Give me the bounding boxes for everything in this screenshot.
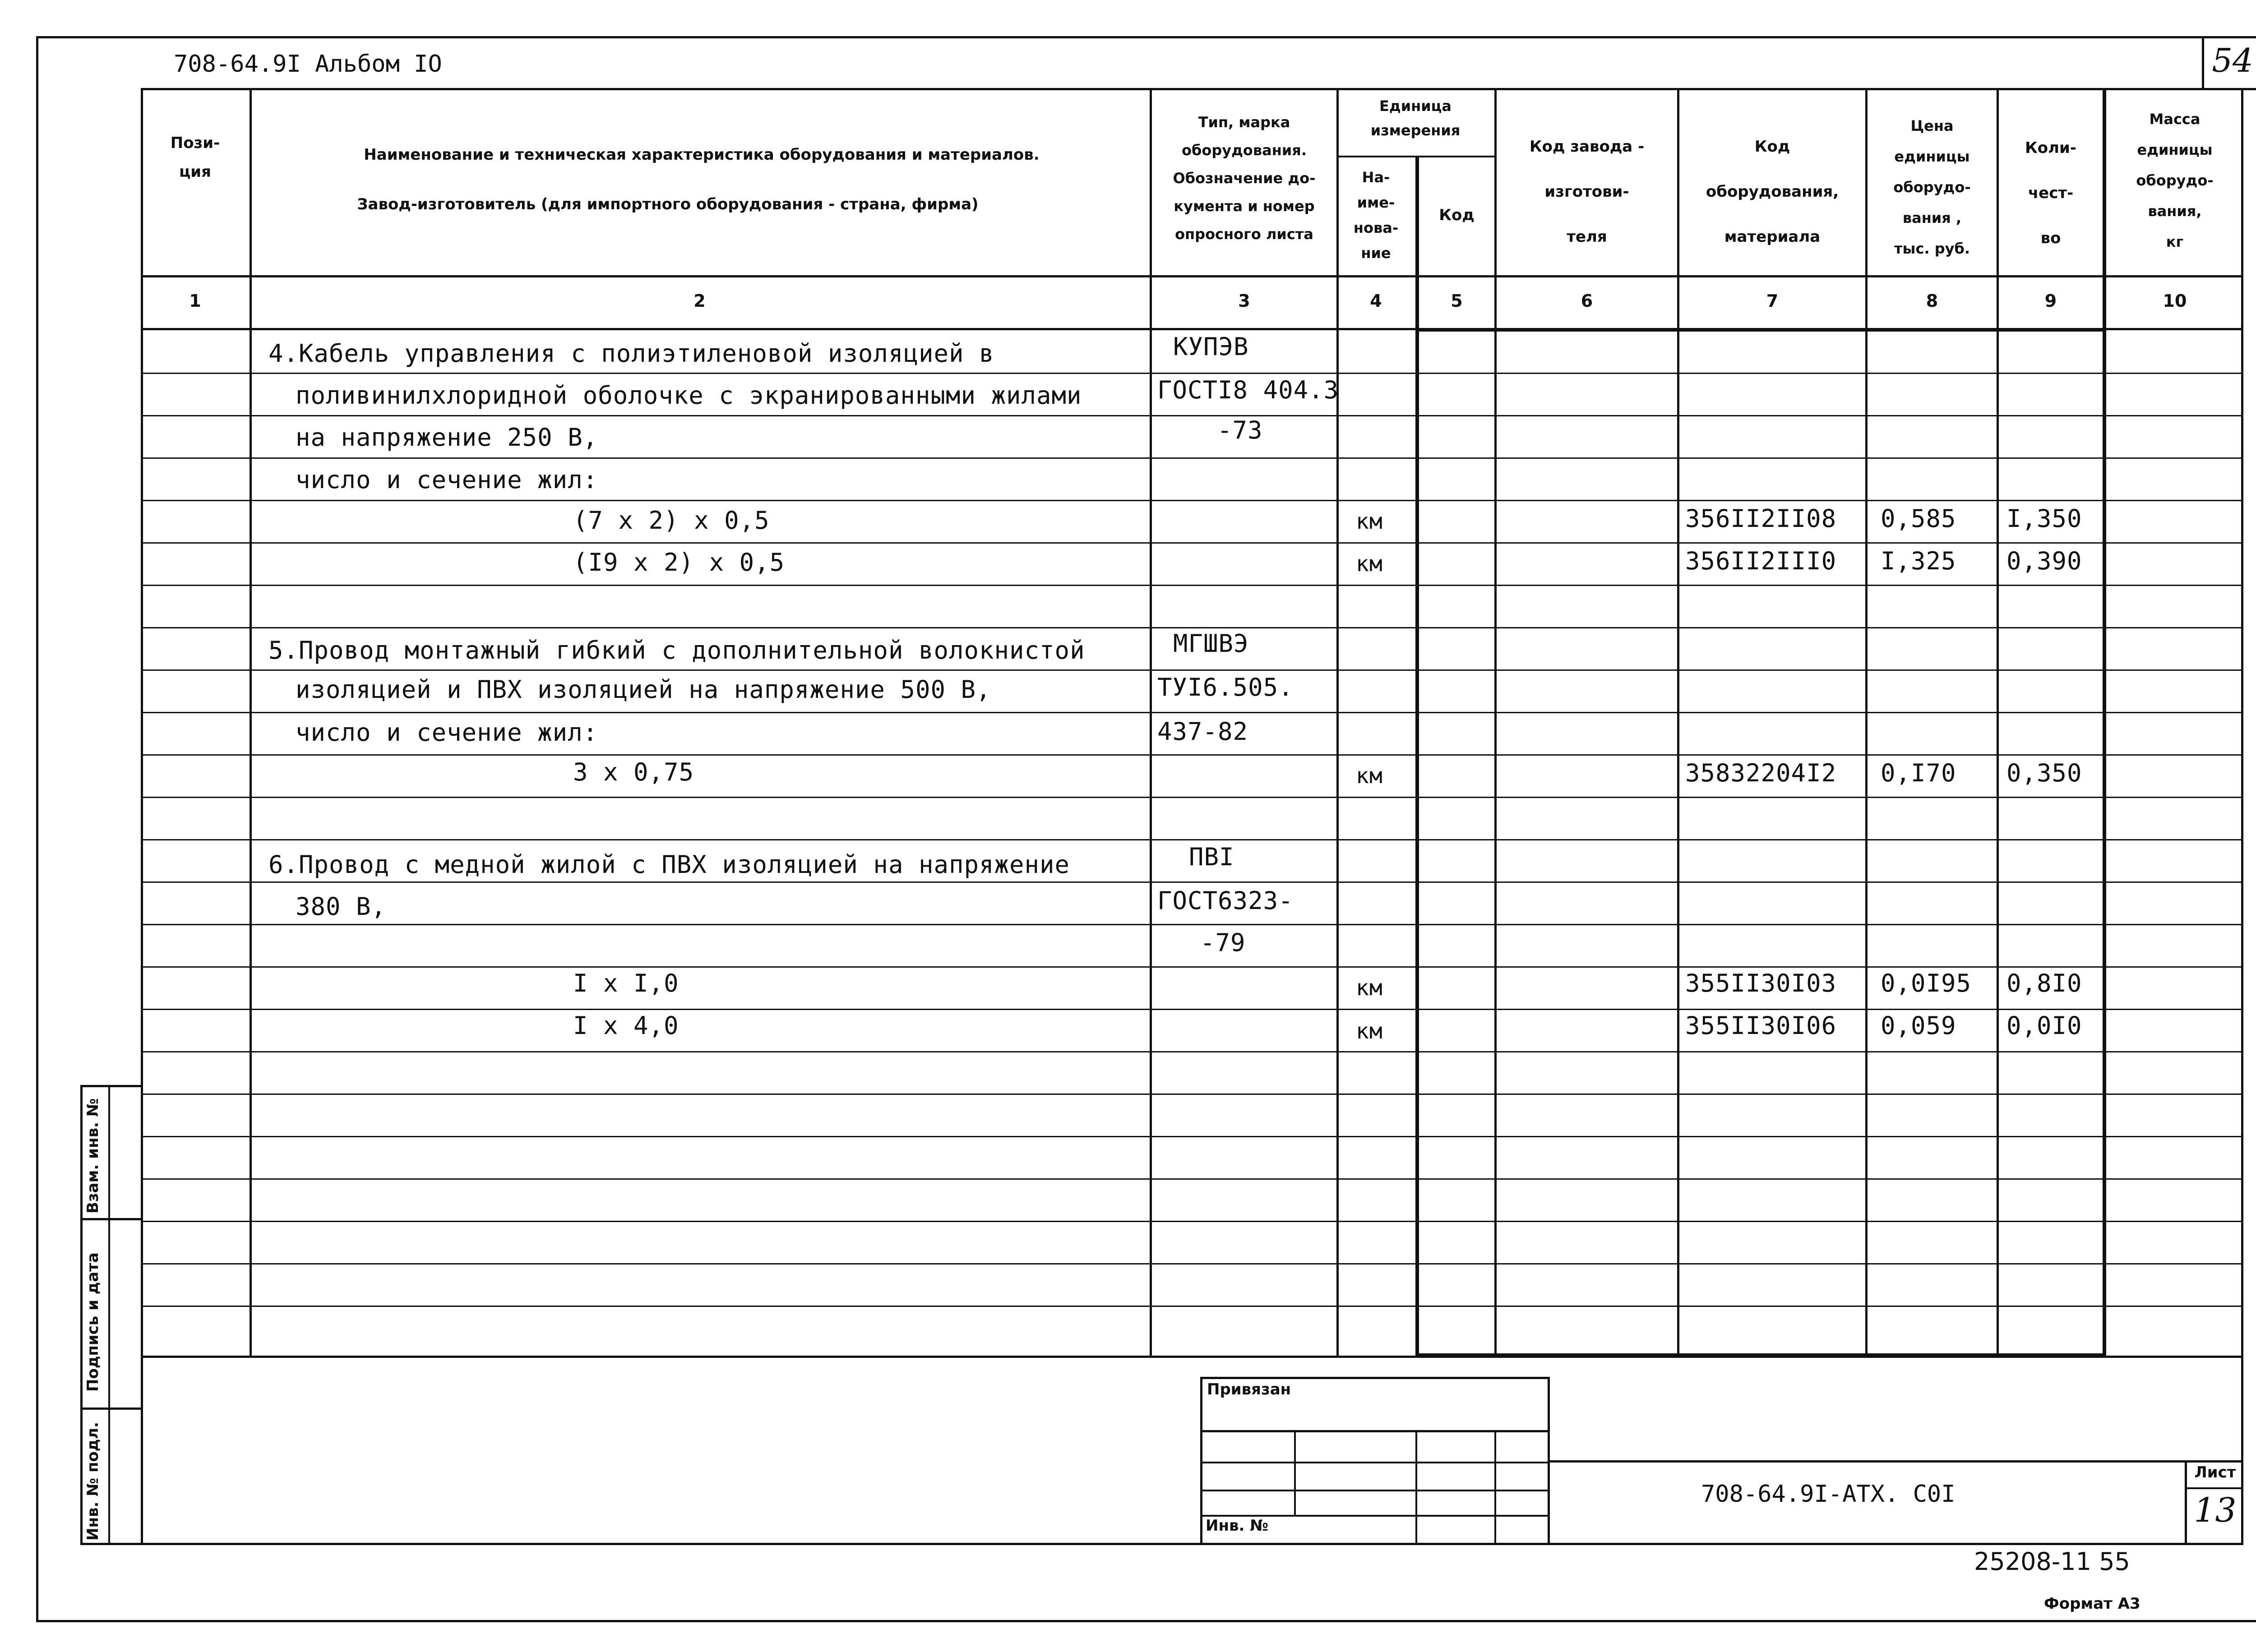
row-separator: [141, 797, 2243, 798]
header-album-title: 708-64.9I Альбом IO: [174, 51, 442, 78]
privyazan-vline-2: [1415, 1431, 1417, 1545]
row-type: 437-82: [1157, 717, 1248, 746]
row-separator: [141, 373, 2243, 374]
row-separator: [141, 1221, 2243, 1222]
page-number: 54: [2212, 42, 2253, 79]
row-name: I x I,0: [573, 969, 679, 997]
colnum-3: 3: [1238, 291, 1250, 311]
row-separator: [141, 924, 2243, 925]
row-name: 3 x 0,75: [573, 758, 694, 786]
col-line-9: [2103, 88, 2106, 1358]
row-price: 0,I70: [1881, 759, 1956, 787]
header-unit-name: На- име- нова- ние: [1353, 169, 1399, 262]
row-type: МГШВЭ: [1173, 629, 1249, 658]
row-price: I,325: [1881, 547, 1956, 575]
row-separator: [141, 1009, 2243, 1010]
row-code: 355II30I06: [1685, 1011, 1837, 1040]
header-factory-code: Код завода - изготови- теля: [1529, 138, 1645, 246]
colnum-4: 4: [1370, 291, 1382, 311]
bold-box-top: [1415, 328, 2106, 332]
bold-box-bottom: [1415, 1353, 2106, 1358]
row-code: 35832204I2: [1685, 759, 1837, 787]
side-label-podpis: Подпись и дата: [84, 1252, 102, 1392]
col-line-7: [1865, 88, 1868, 1358]
col-line-6: [1677, 88, 1679, 1358]
privyazan-vline-1: [1294, 1431, 1296, 1515]
row-name: I x 4,0: [573, 1011, 679, 1040]
header-unit-code: Код: [1439, 206, 1475, 224]
col-line-3: [1336, 88, 1339, 1358]
row-qty: 0,390: [2006, 547, 2082, 575]
colnum-6: 6: [1581, 291, 1593, 311]
privyazan-line-1: [1200, 1430, 1550, 1432]
row-type: ГОСТ6323-: [1157, 886, 1294, 915]
colnum-2: 2: [693, 291, 706, 311]
colnum-5: 5: [1451, 291, 1463, 311]
col-line-2: [1150, 88, 1152, 1358]
row-code: 356II2II08: [1685, 504, 1837, 533]
row-name: число и сечение жил:: [296, 466, 598, 494]
header-unit-price: Цена единицы оборудо- вания , тыс. руб.: [1893, 117, 1971, 257]
row-type: ПВI: [1189, 843, 1234, 871]
header-type: Тип, марка оборудования. Обозначение до- кумента и номер опросного листа: [1173, 114, 1316, 243]
doc-code: 708-64.9I-АТХ. С0I: [1701, 1481, 1956, 1508]
row-name: 4.Кабель управления с полиэтиленовой изоляцией в: [268, 339, 994, 368]
colnum-8: 8: [1926, 291, 1938, 311]
row-type: -79: [1200, 928, 1246, 957]
side-label-inv: Инв. № подл.: [84, 1421, 102, 1541]
row-separator: [141, 881, 2243, 883]
header-unit-group: Единица измерения: [1370, 97, 1461, 139]
row-type: КУПЭВ: [1173, 332, 1249, 361]
row-name: изоляцией и ПВХ изоляцией на напряжение 500 В,: [296, 675, 991, 704]
col-line-5: [1494, 88, 1497, 1358]
colnum-1: 1: [189, 291, 201, 311]
row-separator: [141, 669, 2243, 671]
colnum-9: 9: [2044, 291, 2057, 311]
bottom-stamp: 25208-11 55: [1974, 1547, 2130, 1576]
row-separator: [141, 627, 2243, 628]
row-type: ГОСТI8 404.3: [1157, 376, 1339, 404]
row-unit: км: [1356, 975, 1383, 1001]
row-separator: [141, 1051, 2243, 1052]
row-name: число и сечение жил:: [296, 718, 598, 747]
doc-code-top-line: [1550, 1460, 2243, 1463]
row-separator: [141, 1306, 2243, 1307]
row-separator: [141, 457, 2243, 459]
col-line-1: [250, 88, 252, 1358]
row-qty: I,350: [2006, 504, 2082, 533]
row-name: поливинилхлоридной оболочке с экранированными жилами: [296, 381, 1082, 410]
list-label: Лист: [2194, 1463, 2236, 1481]
row-qty: 0,8I0: [2006, 969, 2082, 997]
privyazan-vline-3: [1494, 1431, 1496, 1545]
privyazan-line-3: [1200, 1490, 1550, 1491]
row-separator: [141, 542, 2243, 544]
row-separator: [141, 754, 2243, 756]
row-separator: [141, 1136, 2243, 1137]
row-separator: [141, 1178, 2243, 1180]
row-separator: [141, 712, 2243, 713]
row-name: 5.Провод монтажный гибкий с дополнительной волокнистой: [268, 636, 1085, 664]
row-price: 0,0I95: [1881, 969, 1972, 997]
row-unit: км: [1356, 551, 1383, 577]
colnum-7: 7: [1766, 291, 1779, 311]
row-name: (7 x 2) x 0,5: [573, 506, 770, 535]
col-line-4: [1415, 156, 1419, 1358]
privyazan-label: Привязан: [1207, 1380, 1291, 1398]
row-name: (I9 x 2) x 0,5: [573, 548, 785, 577]
row-price: 0,585: [1881, 504, 1956, 533]
privyazan-line-2: [1200, 1462, 1550, 1463]
row-unit: км: [1356, 1019, 1383, 1044]
format-label: Формат А3: [2044, 1595, 2140, 1613]
row-separator: [141, 839, 2243, 840]
header-quantity: Коли- чест- во: [2025, 139, 2076, 247]
row-price: 0,059: [1881, 1011, 1956, 1040]
row-unit: км: [1356, 509, 1383, 534]
header-bottom-line: [141, 275, 2243, 277]
row-separator: [141, 966, 2243, 968]
side-strip-sep-2: [80, 1407, 143, 1410]
row-qty: 0,0I0: [2006, 1011, 2082, 1040]
row-unit: км: [1356, 763, 1383, 789]
row-separator: [141, 500, 2243, 501]
side-label-vzam: Взам. инв. №: [84, 1098, 102, 1214]
row-name: 380 В,: [296, 892, 387, 921]
inv-no-label: Инв. №: [1206, 1517, 1269, 1535]
side-strip-sep-1: [80, 1218, 143, 1220]
col-line-8: [1997, 88, 1999, 1358]
colnum-10: 10: [2163, 291, 2187, 311]
list-number: 13: [2194, 1491, 2237, 1530]
header-unit-mass: Масса единицы оборудо- вания, кг: [2136, 111, 2214, 250]
row-code: 355II30I03: [1685, 969, 1837, 997]
row-name: 6.Провод с медной жилой с ПВХ изоляцией на напряжение: [268, 850, 1070, 879]
row-separator: [141, 585, 2243, 586]
header-equipment-code: Код оборудования, материала: [1706, 138, 1839, 246]
header-name: Наименование и техническая характеристика оборудования и материалов. Завод-изготовитель (для импортного оборудования - страна, фирма): [357, 146, 1040, 213]
side-strip-divider: [108, 1085, 110, 1545]
row-code: 356II2III0: [1685, 547, 1837, 575]
row-qty: 0,350: [2006, 759, 2082, 787]
list-box-divider: [2185, 1487, 2243, 1489]
row-type: -73: [1217, 416, 1263, 444]
header-position: Пози- ция: [170, 134, 220, 181]
row-separator: [141, 1094, 2243, 1095]
row-type: ТУI6.505.: [1157, 673, 1294, 701]
row-separator: [141, 415, 2243, 416]
row-name: на напряжение 250 В,: [296, 423, 598, 452]
row-separator: [141, 1263, 2243, 1264]
